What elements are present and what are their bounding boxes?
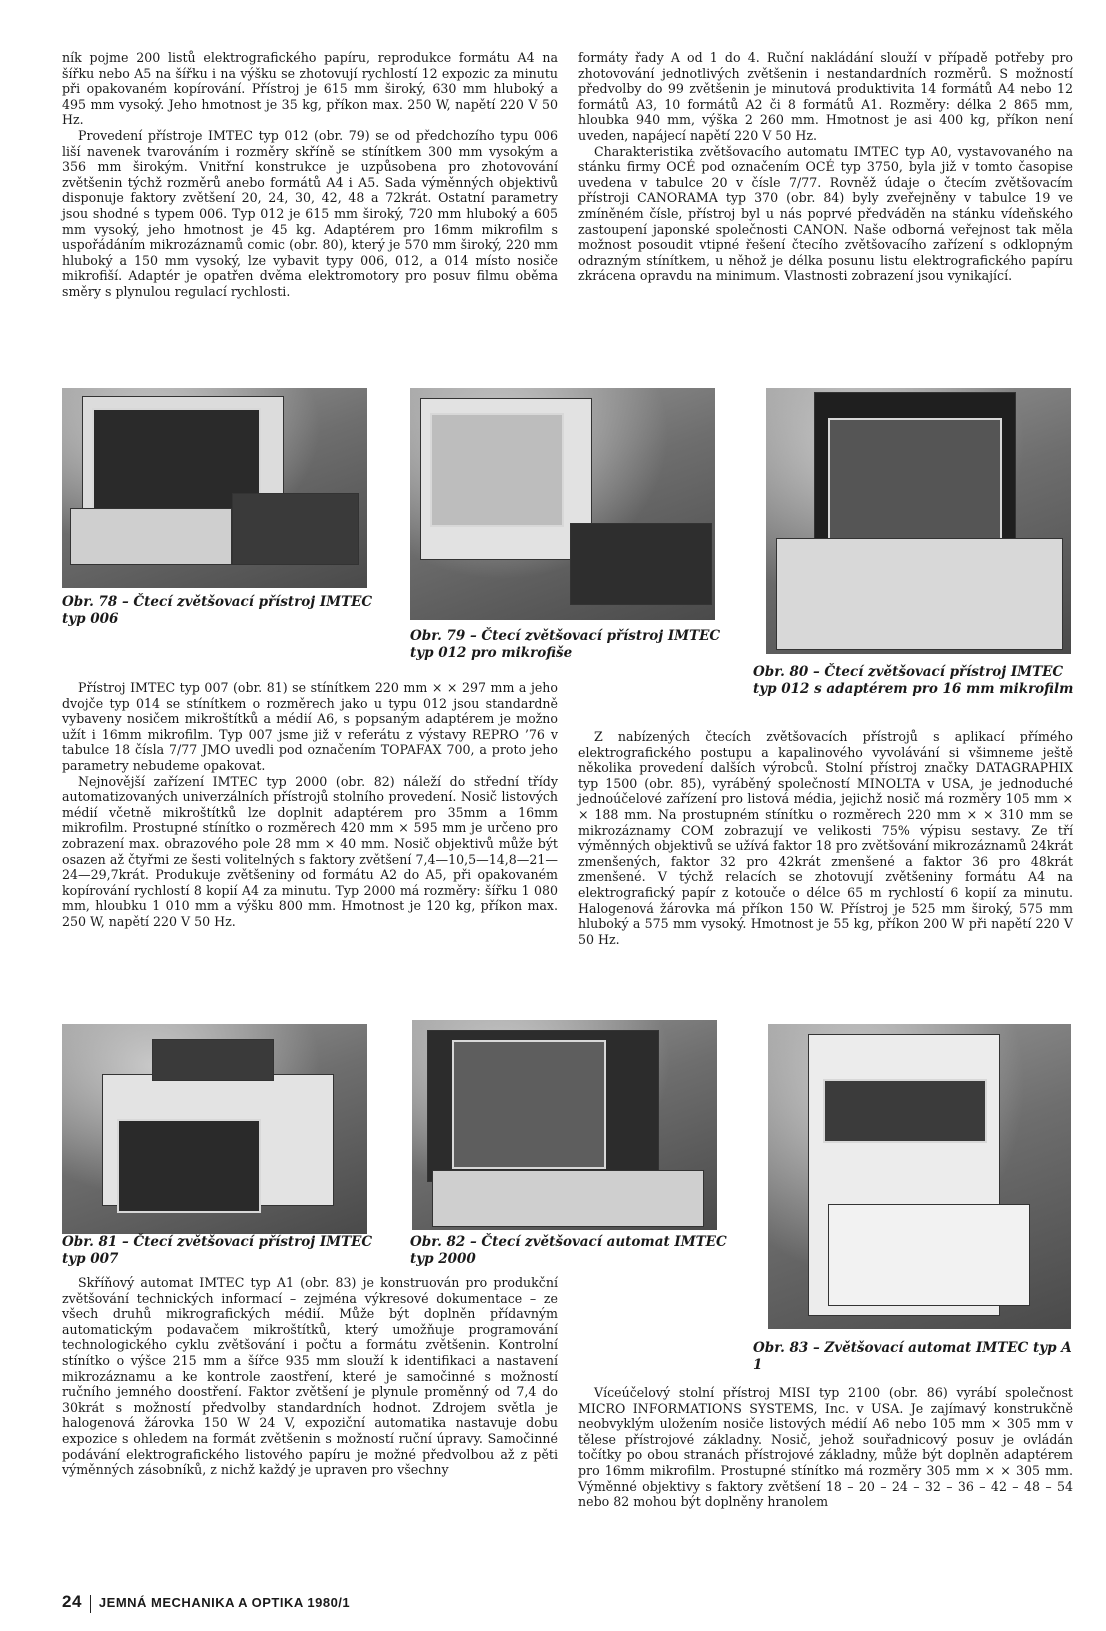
photo-imtec-a1 [768,1024,1071,1329]
text-column-right-top [578,50,1073,284]
caption-fig-83: Obr. 83 – Zvětšovací automat IMTEC typ A 1 [753,1340,1072,1373]
caption-fig-82: Obr. 82 – Čtecí zvětšovací automat IMTEC typ 2000 [410,1234,727,1267]
paragraph: Přístroj IMTEC typ 007 (obr. 81) se stínítkem 220 mm × × 297 mm a jeho dvojče typ 014 se stínítkem o rozměrech jako u typu 012 jsou standardně vybaveny nosičem mikroštítků a médií A6, s popsaným adaptérem je možno užít i 16mm mikrofilm. Typ 007 jsme již v referátu z výstavy REPRO ’76 v tabulce 18 čísla 7/77 JMO uvedli pod označením TOPAFAX 700, a proto jeho parametry nebudeme opakovat. [62,680,558,773]
text-column-left-top [62,50,558,300]
page-number: 24 [62,1592,82,1611]
photo-imtec-006 [62,388,367,588]
paragraph: formáty řady A od 1 do 4. Ruční nakládání slouží v případě potřeby pro zhotovování jednotlivých zvětšenin i nestandardních rozměrů. S možností předvolby do 99 zvětšenin je minutová produktivita 14 formátů A4 nebo 12 formátů A3, 10 formátů A2 či 8 formátů A1. Rozměry: délka 2 865 mm, hloubka 940 mm, výška 2 260 mm. Hmotnost je asi 400 kg, příkon není uveden, napájecí napětí 220 V 50 Hz. [578,50,1073,143]
paragraph: Víceúčelový stolní přístroj MISI typ 2100 (obr. 86) vyrábí společnost MICRO INFORMATIONS SYSTEMS, Inc. v USA. Je zajímavý konstrukčně neobvyklým uložením nosiče listových médií A6 nebo 105 mm × 305 mm v tělese přístrojové základny. Nosič, jehož souřadnicový posuv je ovládán točítky po obou stranách přístrojové základny, může být doplněn adaptérem pro 16mm mikrofilm. Prostupné stínítko má rozměry 305 mm × × 305 mm. Výměnné objektivy s faktory zvětšení 18 – 20 – 24 – 32 – 36 – 42 – 48 – 54 nebo 82 mohou být doplněny hranolem [578,1385,1073,1510]
photo-imtec-007 [62,1024,367,1234]
text-column-left-bottom [62,1275,558,1478]
page-footer [62,1592,350,1613]
text-column-right-bottom [578,1385,1073,1510]
paragraph: ník pojme 200 listů elektrografického papíru, reprodukce formátu A4 na šířku nebo A5 na šířku i na výšku se zhotovují rychlostí 12 expozic za minutu při opakovaném kopírování. Přístroj je 615 mm široký, 630 mm hluboký a 495 mm vysoký. Jeho hmotnost je 35 kg, příkon max. 250 W, napětí 220 V 50 Hz. [62,50,558,128]
text-column-right-mid [578,729,1073,947]
paragraph: Charakteristika zvětšovacího automatu IMTEC typ A0, vystavovaného na stánku firmy OCÉ pod označením OCÉ typ 3750, byla již v tomto časopise uvedena v tabulce 20 v čísle 7/77. Rovněž údaje o čtecím zvětšovacím přístroji CANORAMA typ 370 (obr. 84) byly zveřejněny v tabulce 19 ve zmíněném čísle, přístroj byl u nás poprvé předváděn na stánku vídeňského zastoupení japonské společnosti CANON. Naše odborná veřejnost tak měla možnost posoudit vtipné řešení čtecího zvětšovacího zařízení s odklopným odrazným stínítkem, u něhož je délka posunu listu elektrografického papíru zkrácena opravdu na minimum. Vlastnosti zobrazení jsou vynikající. [578,143,1073,284]
paragraph: Nejnovější zařízení IMTEC typ 2000 (obr. 82) náleží do střední třídy automatizovaných univerzálních přístrojů stolního provedení. Nosič listových médií včetně mikroštítků lze doplnit adaptérem pro 35mm a 16mm mikrofilm. Prostupné stínítko o rozměrech 420 mm × 595 mm je určeno pro zobrazení max. obrazového pole 28 mm × 40 mm. Nosič objektivů může být osazen až čtyřmi ze šesti volitelných s faktory zvětšení 7,4—10,5—14,8—21—24—29,7krát. Produkuje zvětšeniny od formátu A2 do A5, při opakovaném kopírování rychlostí 8 kopií A4 za minutu. Typ 2000 má rozměry: šířku 1 080 mm, hloubku 1 010 mm a výšku 800 mm. Hmotnost je 120 kg, příkon max. 250 W, napětí 220 V 50 Hz. [62,773,558,929]
paragraph: Z nabízených čtecích zvětšovacích přístrojů s aplikací přímého elektrografického postupu a kapalinového vyvolávání si všimneme ještě několika provedení dalších výrobců. Stolní přístroj značky DATAGRAPHIX typ 1500 (obr. 85), vyráběný společností MINOLTA v USA, je jednoduché jednoúčelové zařízení pro listová média, jejichž nosič má rozměry 105 mm × × 188 mm. Na prostupném stínítku o rozměrech 220 mm × × 310 mm se mikrozáznamy COM zobrazují ve velikosti 75% výpisu sestavy. Ze tří výměnných objektivů se užívá faktor 18 pro zvětšování mikrozáznamů 24krát zmenšených, faktor 32 pro 42krát zmenšené a faktor 36 pro 48krát zmenšené. V týchž relacích se zhotovují zvětšeniny formátu A4 na elektrografický papír z kotouče o délce 65 m rychlostí 6 kopií za minutu. Halogenová žárovka má příkon 150 W. Přístroj je 525 mm široký, 575 mm hluboký a 575 mm vysoký. Hmotnost je 55 kg, příkon 200 W při napětí 220 V 50 Hz. [578,729,1073,947]
footer-divider [90,1595,91,1613]
journal-title: JEMNÁ MECHANIKA A OPTIKA 1980/1 [98,1595,351,1610]
photo-imtec-012-adapter [766,388,1071,654]
caption-fig-78: Obr. 78 – Čtecí zvětšovací přístroj IMTEC typ 006 [62,594,373,627]
photo-imtec-012 [410,388,715,620]
caption-fig-80: Obr. 80 – Čtecí zvětšovací přístroj IMTEC typ 012 s adaptérem pro 16 mm mikrofilm [753,664,1074,697]
caption-fig-81: Obr. 81 – Čtecí zvětšovací přístroj IMTEC typ 007 [62,1234,373,1267]
paragraph: Skříňový automat IMTEC typ A1 (obr. 83) je konstruován pro produkční zvětšování technických informací – zejména výkresové dokumentace – ze všech druhů mikrografických médií. Může být doplněn přídavným automatickým podavačem mikroštítků, který umožňuje programování technologického cyklu zvětšování i počtu a formátu zvětšenin. Kontrolní stínítko o výšce 215 mm a šířce 935 mm slouží k identifikaci a nastavení mikrozáznamu a ke kontrole zaostření, které je samočinné s možností ručního jemného doostření. Faktor zvětšení je plynule proměnný od 7,4 do 30krát s možností předvolby standardních hodnot. Zdrojem světla je halogenová žárovka 150 W 24 V, expoziční automatika nastavuje dobu expozice s ohledem na formát zvětšenin s možností ruční úpravy. Samočinné podávání elektrografického listového papíru je možné předvolbou až z pěti výměnných zásobníků, z nichž každý je upraven pro všechny [62,1275,558,1478]
photo-imtec-2000 [412,1020,717,1230]
caption-fig-79: Obr. 79 – Čtecí zvětšovací přístroj IMTEC typ 012 pro mikrofiše [410,628,721,661]
paragraph: Provedení přístroje IMTEC typ 012 (obr. 79) se od předchozího typu 006 liší navenek tvarováním i rozměry skříně se stínítkem 300 mm vysokým a 356 mm širokým. Vnitřní konstrukce je uzpůsobena pro zhotovování zvětšenin týchž rozměrů anebo formátů A4 i A5. Sada výměnných objektivů disponuje faktory zvětšení 20, 24, 30, 42, 48 a 72krát. Ostatní parametry jsou shodné s typem 006. Typ 012 je 615 mm široký, 720 mm hluboký a 605 mm vysoký, jeho hmotnost je 45 kg. Adaptérem pro 16mm mikrofilm s uspořádáním mikrozáznamů comic (obr. 80), který je 570 mm široký, 220 mm hluboký a 150 mm vysoký, lze vybavit typy 006, 012, a 014 místo nosiče mikrofiší. Adaptér je opatřen dvěma elektromotory pro posuv filmu oběma směry s plynulou regulací rychlosti. [62,127,558,299]
text-column-left-mid [62,680,558,930]
